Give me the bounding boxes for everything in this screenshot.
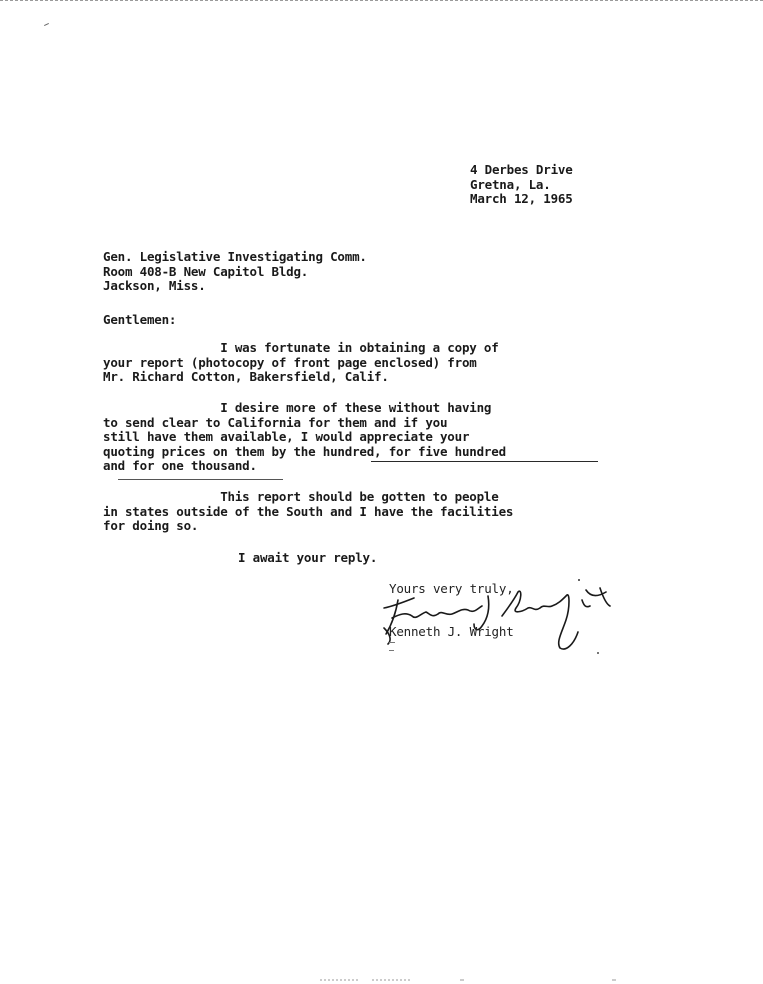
ink-dot: [597, 652, 599, 654]
recipient-room: Room 408-B New Capitol Bldg.: [103, 263, 309, 279]
bottom-edge-marks: [0, 976, 763, 984]
paragraph-3: This report should be gotten to people in states outside of the South and I have the facilities for doing so.: [103, 489, 514, 533]
closing: Yours very truly,: [389, 581, 514, 596]
typed-signature-name: Kenneth J. Wright: [389, 624, 514, 639]
smudge-mark-2: [389, 650, 394, 651]
recipient-org: Gen. Legislative Investigating Comm.: [103, 249, 367, 264]
handwritten-underline: [371, 461, 598, 462]
stray-ink-mark: [44, 23, 49, 26]
handwritten-signature: [370, 578, 630, 668]
paragraph-1: I was fortunate in obtaining a copy of your report (photocopy of front page enclosed) from Mr. Richard Cotton, Bakersfield, Calif.: [103, 340, 499, 384]
handwritten-underline-2: [118, 479, 283, 480]
paragraph-4: I await your reply.: [238, 550, 378, 565]
sender-street: 4 Derbes Drive: [470, 162, 573, 177]
sender-address: [470, 163, 573, 207]
recipient-address: [103, 250, 367, 294]
letter-date: March 12, 1965: [470, 191, 573, 206]
salutation: Gentlemen:: [103, 312, 177, 327]
page-top-border: [0, 0, 763, 1]
recipient-city: Jackson, Miss.: [103, 278, 206, 293]
smudge-mark: [389, 642, 395, 643]
paragraph-2: I desire more of these without having to send clear to California for them and if you still have them available, I would appreciate your quoting prices on them by the hundred, for five hundred and for one thousand.: [103, 400, 506, 473]
sender-city: Gretna, La.: [470, 176, 551, 192]
